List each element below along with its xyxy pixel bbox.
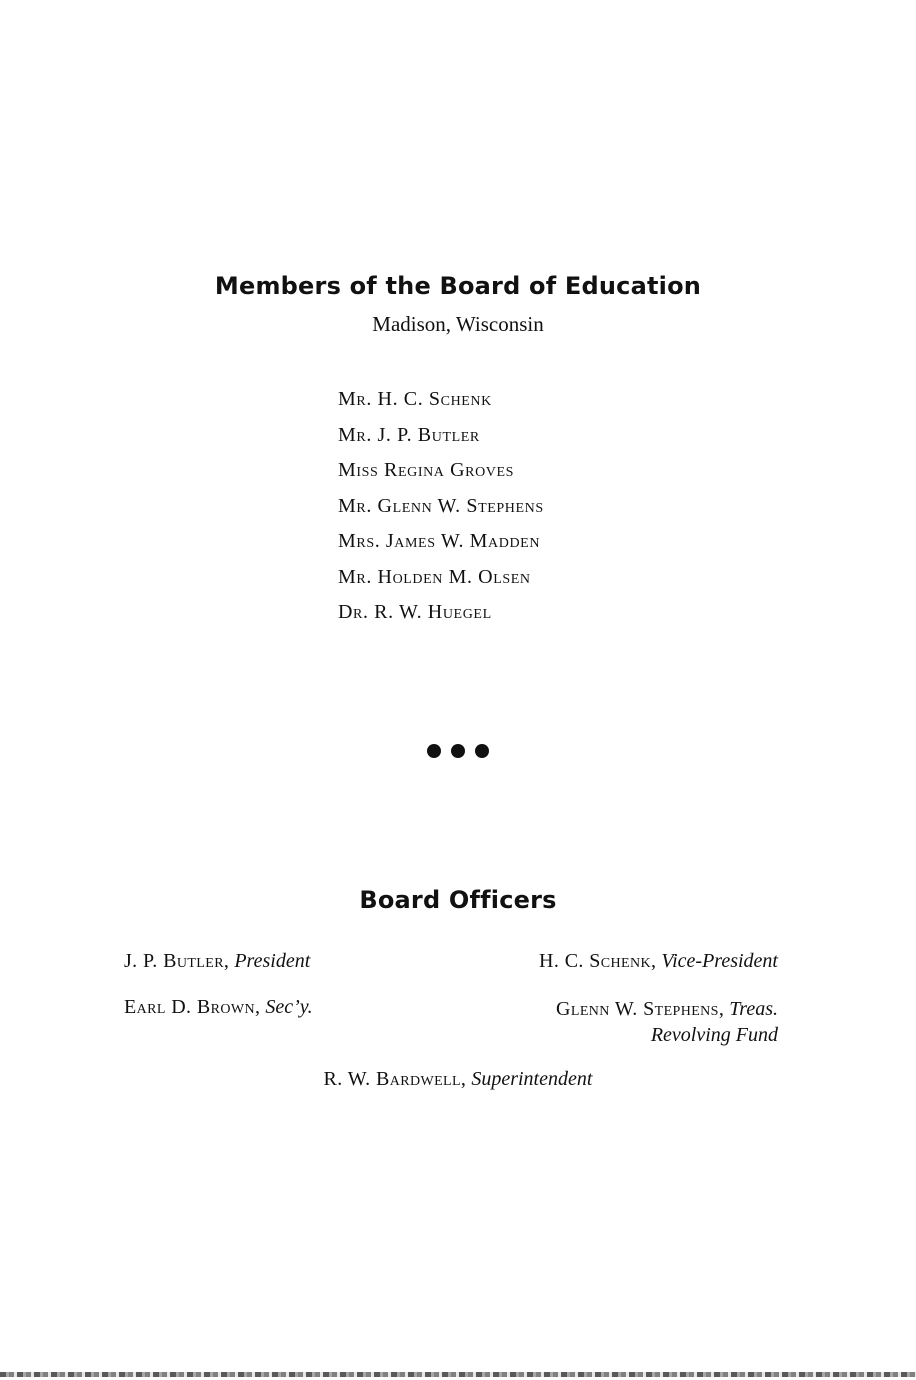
divider-dot [451, 744, 465, 758]
officer-role-line2: Revolving Fund [650, 1024, 778, 1046]
member-item: Dr. R. W. Huegel [338, 601, 492, 623]
officer-president [124, 950, 310, 973]
member-item: Mr. J. P. Butler [338, 423, 480, 446]
officer-treasurer [556, 996, 778, 1048]
officer-superintendent [0, 1068, 916, 1091]
officer-role: Sec’y. [265, 996, 313, 1018]
officer-name: Glenn W. Stephens, [556, 998, 725, 1020]
officer-name: J. P. Butler, [124, 950, 230, 972]
member-item: Mrs. James W. Madden [338, 530, 541, 552]
officers-heading: Board Officers [359, 886, 557, 914]
officer-name: Earl D. Brown, [124, 996, 261, 1018]
divider-dot [427, 744, 441, 758]
board-location: Madison, Wisconsin [372, 312, 544, 336]
member-item: Mr. Glenn W. Stephens [338, 494, 544, 517]
officer-role: Superintendent [471, 1068, 593, 1090]
divider-dot [475, 744, 489, 758]
member-list [338, 382, 544, 631]
officer-name: H. C. Schenk, [539, 950, 657, 972]
officer-name: R. W. Bardwell, [323, 1068, 467, 1090]
officer-role: Vice-President [661, 950, 778, 972]
officer-secretary [124, 996, 313, 1019]
board-heading: Members of the Board of Education [214, 272, 702, 300]
officer-vice-president [539, 950, 778, 973]
member-item: Mr. H. C. Schenk [338, 388, 492, 410]
member-item: Miss Regina Groves [338, 459, 515, 481]
officer-role: Treas. [729, 998, 778, 1020]
officer-role: President [234, 950, 311, 972]
member-item: Mr. Holden M. Olsen [338, 565, 531, 588]
scan-edge-artifact [0, 1372, 916, 1377]
section-divider-dots [0, 744, 916, 763]
